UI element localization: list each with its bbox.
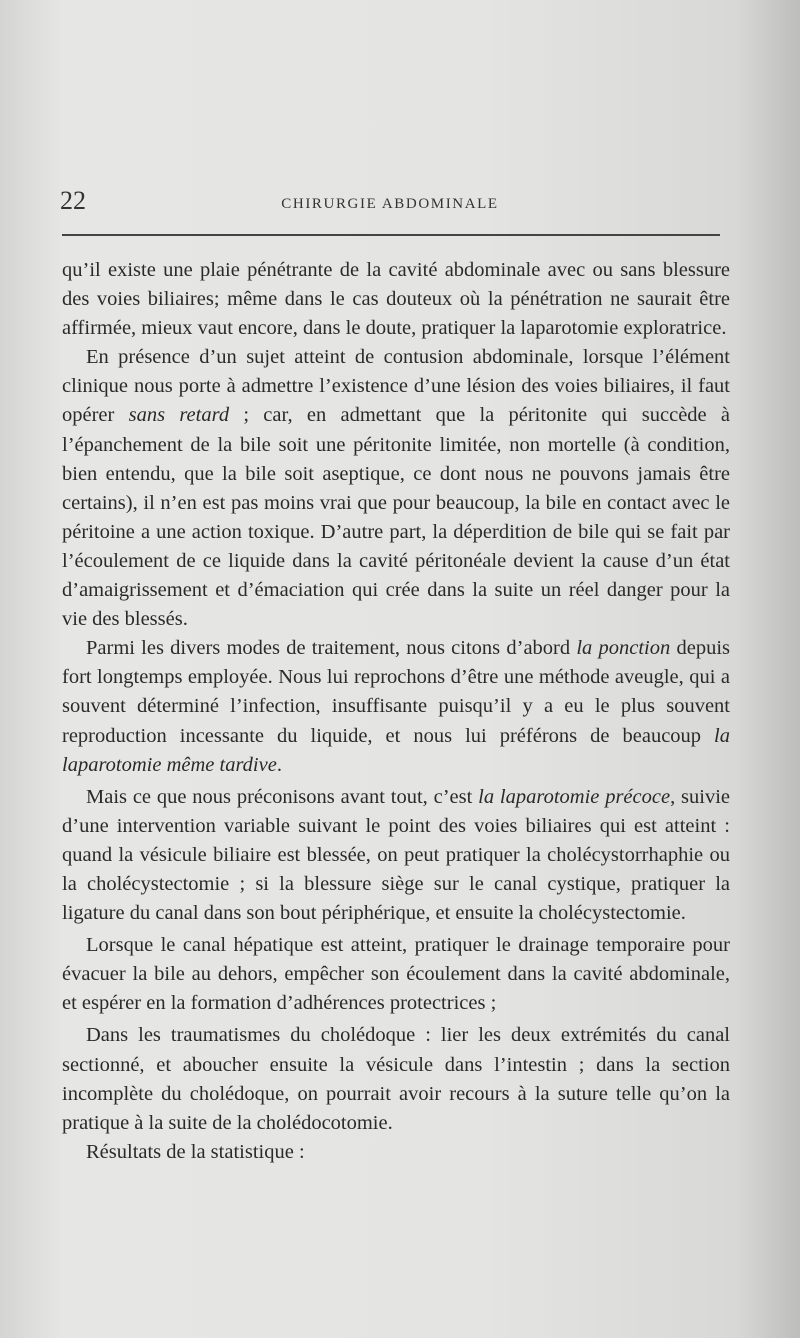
paragraph-3: Parmi les divers modes de traitement, nous citons d’abord la ponction depuis fort longtemps employée. Nous lui reprochons d’être une méthode aveugle, qui a souvent déterminé l’infection, insuffisante puisqu’il y a eu le plus souvent reproduction incessante du liquide, et nous lui préférons de beaucoup la laparotomie même tardive. [62, 637, 730, 776]
page-number: 22 [60, 186, 86, 215]
paragraph-1: qu’il existe une plaie pénétrante de la cavité abdominale avec ou sans blessure des voies biliaires; même dans le cas douteux où la pénétration ne saurait être affirmée, mieux vaut encore, dans le doute, pratiquer la laparotomie exploratrice. [62, 259, 730, 340]
paragraph-6: Dans les traumatismes du cholédoque : lier les deux extrémités du canal sectionné, et aboucher ensuite la vésicule dans l’intestin ; dans la section incomplète du cholédoque, on pourrait avoir recours à la suture telle qu’on la pratique à la suite de la cholédocotomie. [62, 1024, 730, 1134]
italic-laparotomie-tardive: la laparotomie même tardive [62, 724, 730, 776]
paragraph-4: Mais ce que nous préconisons avant tout, c’est la laparotomie précoce, suivie d’une intervention variable suivant le point des voies biliaires qui est atteint : quand la vésicule biliaire est blessée, on peut pratiquer la cholécystorrhaphie ou la cholécystectomie ; si la blessure siège sur le canal cystique, pratiquer la ligature du canal dans son bout périphérique, et ensuite la cholécystectomie. [62, 785, 731, 925]
paragraph-2: En présence d’un sujet atteint de contusion abdominale, lorsque l’élément clinique nous porte à admettre l’existence d’une lésion des voies biliaires, il faut opérer sans retard ; car, en admettant que la péritonite qui succède à l’épanchement de la bile soit une péritonite limitée, non mortelle (à condition, bien entendu, que la bile soit aseptique, ce dont nous ne pouvons jamais être certains), il n’en est pas moins vrai que pour beaucoup, la bile en contact avec le péritoine a une action toxique. D’autre part, la déperdition de bile qui se fait par l’écoulement de ce liquide dans la cavité péritonéale devient la cause d’un état d’amaigrissement et d’émaciation qui crée dans la suite un réel danger pour la vie des blessés. [62, 346, 731, 631]
paragraph-5: Lorsque le canal hépatique est atteint, pratiquer le drainage temporaire pour évacuer la bile au dehors, empêcher son écoulement dans la cavité abdominale, et espérer en la formation d’adhérences protectrices ; [62, 934, 730, 1015]
paragraph-7: Résultats de la statistique : [86, 1140, 305, 1163]
running-head: CHIRURGIE ABDOMINALE [281, 196, 499, 212]
page-header [60, 186, 720, 222]
italic-la-ponction: la ponction [576, 637, 671, 660]
header-rule [62, 234, 720, 236]
body-text [62, 256, 730, 1167]
italic-laparotomie-precoce: la laparotomie précoce [478, 785, 671, 808]
italic-sans-retard: sans retard [128, 404, 230, 427]
